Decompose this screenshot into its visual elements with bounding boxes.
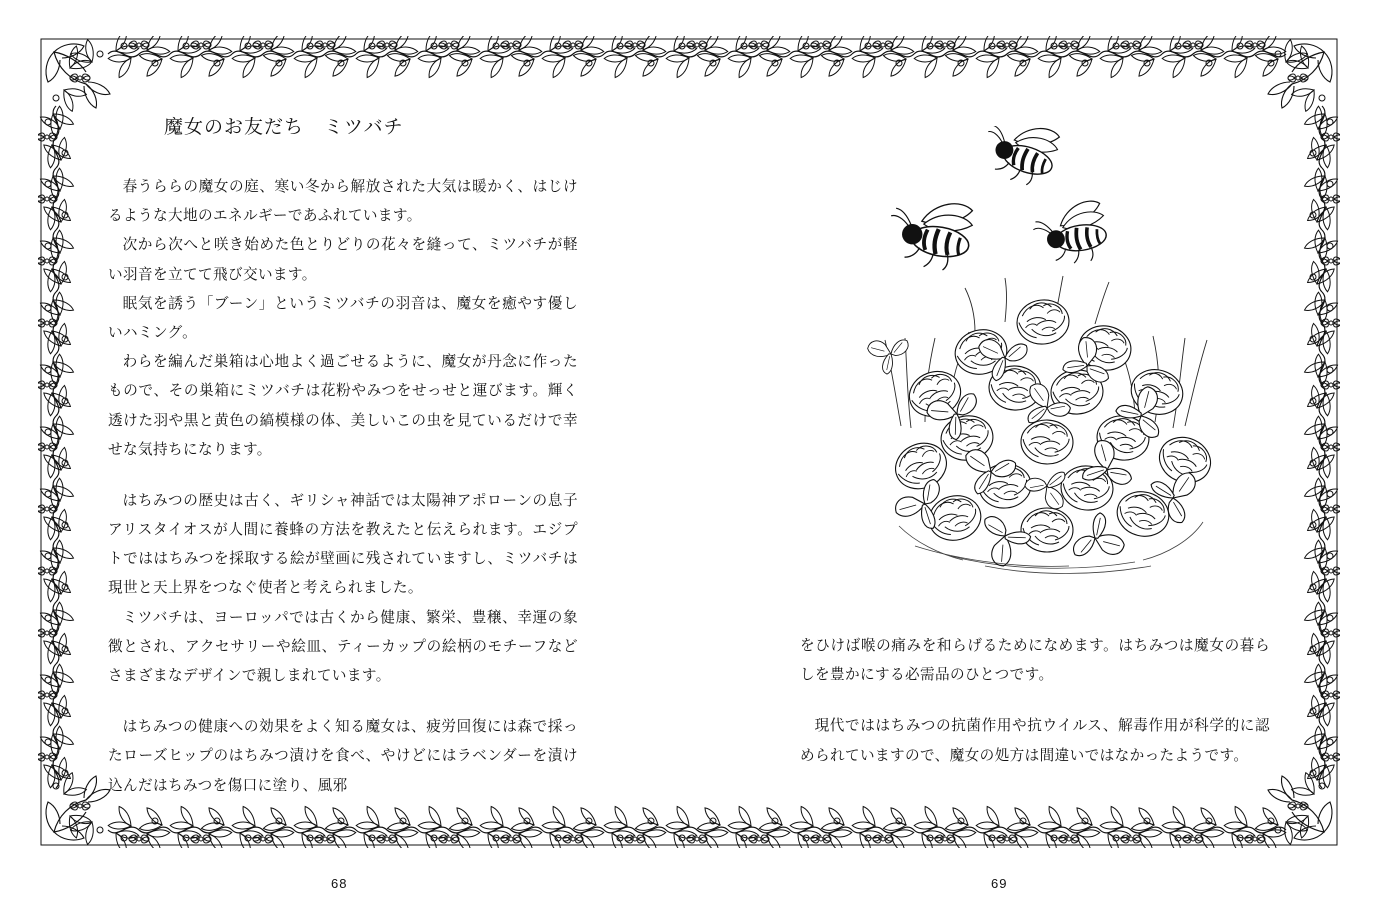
- paragraph: 現代でははちみつの抗菌作用や抗ウイルス、解毒作用が科学的に認められていますので、魔女の処方は間違いではなかったようです。: [800, 718, 1270, 764]
- paragraph: 眠気を誘う「ブーン」というミツバチの羽音は、魔女を癒やす優しいハミング。: [108, 295, 578, 341]
- paragraph-spacer: [108, 691, 578, 713]
- paragraph: をひけば喉の痛みを和らげるためになめます。はちみつは魔女の暮らしを豊かにする必需品のひとつです。: [800, 638, 1270, 684]
- clover-clump: [864, 297, 1217, 575]
- honeybee-top: [976, 126, 1062, 191]
- paragraph-spacer: [800, 690, 1270, 712]
- paragraph: はちみつの歴史は古く、ギリシャ神話では太陽神アポローンの息子アリスタイオスが人間に養蜂の方法を教えたと伝えられます。エジプトでははちみつを採取する絵が壁画に残されていますし、ミツバチは現世と天上界をつなぐ使者と考えられました。: [108, 492, 578, 597]
- honeybee-left: [883, 193, 975, 274]
- paragraph: わらを編んだ巣箱は心地よく過ごせるように、魔女が丹念に作ったもので、その巣箱にミツバチは花粉やみつをせっせと運びます。輝く透けた羽や黒と黄色の縞模様の体、美しいこの虫を見ているだけで幸せな気持ちになります。: [108, 354, 578, 458]
- clover-flowers-and-honeybees-illustration: [855, 126, 1275, 586]
- right-page-body: [800, 632, 1270, 771]
- page-title: 魔女のお友だち ミツバチ: [164, 117, 404, 138]
- paragraph: 次から次へと咲き始めた色とりどりの花々を縫って、ミツバチが軽い羽音を立てて飛び交います。: [108, 237, 578, 283]
- left-page-body: [108, 173, 578, 801]
- paragraph: はちみつの健康への効果をよく知る魔女は、疲労回復には森で採ったローズヒップのはちみつ漬けを食べ、やけどにはラベンダーを漬け込んだはちみつを傷口に塗り、風邪: [108, 719, 578, 794]
- paragraph: 春うららの魔女の庭、寒い冬から解放された大気は暖かく、はじけるような大地のエネルギーであふれています。: [108, 179, 578, 225]
- left-page-column: [108, 112, 578, 812]
- page-number-right: 69: [991, 876, 1008, 891]
- paragraph-spacer: [108, 465, 578, 487]
- stray-clover-leaf: [864, 324, 915, 375]
- paragraph: ミツバチは、ヨーロッパでは古くから健康、繁栄、豊穣、幸運の象徴とされ、アクセサリーや絵皿、ティーカップの絵柄のモチーフなどさまざまなデザインで親しまれています。: [108, 609, 578, 684]
- honeybee-right: [1031, 199, 1110, 268]
- page-number-left: 68: [331, 876, 348, 891]
